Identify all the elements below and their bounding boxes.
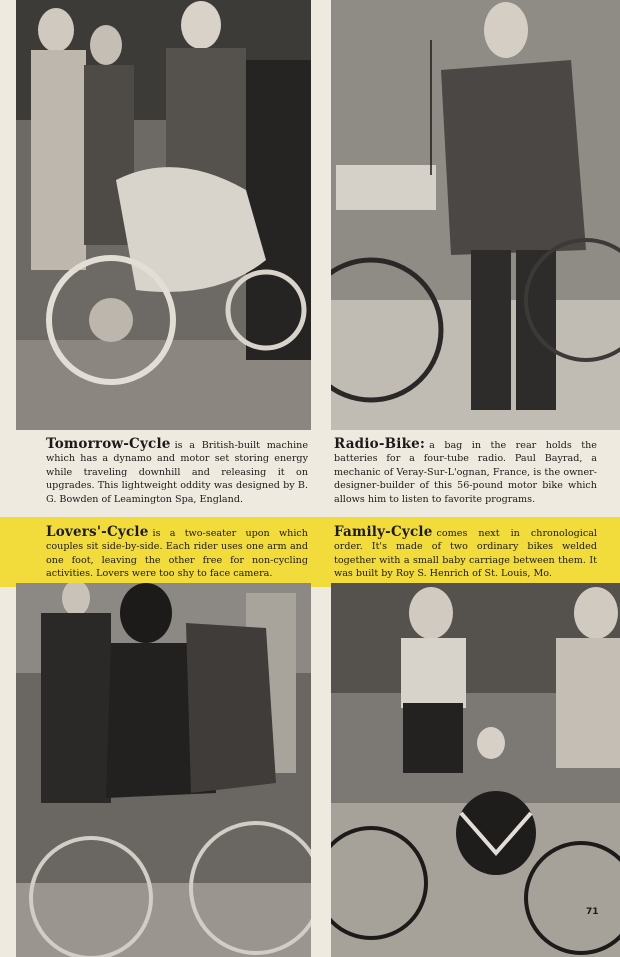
caption-radio-bike [334,438,597,506]
caption-lovers-cycle [46,526,308,581]
caption-body: is a two-seater upon which couples sit side-by-side. Each rider uses one arm and one foot, leaving the other free for non-cycling activities. Lovers were too shy to face camera. [46,528,308,580]
caption-heading: Family-Cycle [334,524,433,540]
caption-heading: Lovers'-Cycle [46,524,149,540]
caption-heading: Radio-Bike: [334,436,426,452]
caption-family-cycle [334,526,597,581]
page-number: 71 [586,907,599,917]
photo-family-cycle [331,583,620,957]
photo-lovers-cycle [16,583,311,957]
caption-body: is a British-built machine which has a dynamo and motor set storing energy while traveling downhill and releasing it on upgrades. This lightweight oddity was designed by B. G. Bowden of Leamington Spa, England. [46,440,308,505]
photo-tomorrow-cycle [16,0,311,430]
caption-heading: Tomorrow-Cycle [46,436,171,452]
caption-tomorrow-cycle [46,438,308,506]
caption-body: comes next in chronological order. It's made of two ordinary bikes welded together with a small baby carriage between them. It was built by Roy S. Henrich of St. Louis, Mo. [334,528,597,580]
photo-radio-bike [331,0,620,430]
caption-body: a bag in the rear holds the batteries for a four-tube radio. Paul Bayrad, a mechanic of Veray-Sur-L'ognan, France, is the owner-designer-builder of this 56-pound motor bike which allows him to listen to favorite programs. [334,440,597,505]
